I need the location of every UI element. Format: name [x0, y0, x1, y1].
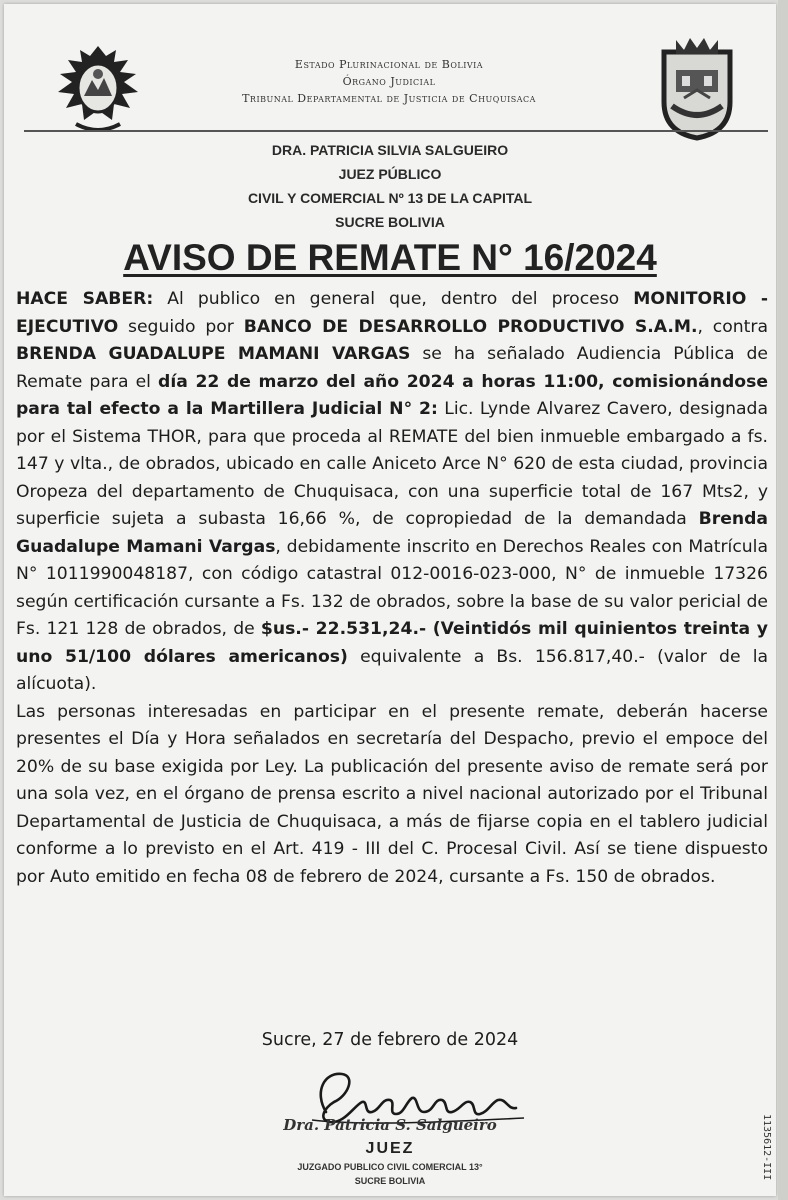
defendant-name: BRENDA GUADALUPE MAMANI VARGAS: [16, 344, 411, 364]
inst-line-3: Tribunal Departamental de Justicia de Chuquisaca: [242, 92, 536, 105]
scan-edge: [778, 0, 788, 1200]
lead-label: HACE SABER:: [16, 289, 154, 309]
notice-title-text: AVISO DE REMATE N° 16/2024: [123, 237, 657, 278]
side-reference-code: 1135612-III: [761, 1114, 772, 1181]
judge-block: [4, 138, 776, 234]
bolivia-coat-of-arms-icon: [46, 40, 150, 136]
text-run: , contra: [697, 316, 769, 337]
chuquisaca-coat-of-arms-icon: [654, 32, 740, 142]
text-run: seguido por: [118, 316, 244, 337]
stamp-title: JUEZ: [365, 1140, 415, 1157]
notice-paragraph-1: [16, 286, 768, 699]
inst-line-1: Estado Plurinacional de Bolivia: [294, 58, 484, 71]
base-amount: $us.- 22.531,24.- (Veintidós mil quinientos treinta y uno 51/100 dólares americanos): [16, 619, 768, 667]
owner-name: Brenda Guadalupe Mamani Vargas: [16, 509, 768, 557]
judge-city: SUCRE BOLIVIA: [335, 214, 445, 230]
notice-paper: [4, 4, 776, 1196]
letterhead: [4, 24, 776, 134]
judge-role: JUEZ PÚBLICO: [338, 166, 442, 182]
plaintiff-name: BANCO DE DESARROLLO PRODUCTIVO S.A.M.: [243, 316, 698, 337]
stamp-court-block: [4, 1160, 776, 1188]
judge-court: CIVIL Y COMERCIAL Nº 13 DE LA CAPITAL: [247, 190, 533, 206]
notice-paragraph-2: Las personas interesadas en participar en el presente remate, deberán hacerse presentes el Día y Hora señalados en secretaría del Despacho, previo el empoce del 20% de su base exigida por Ley. La publicación del presente aviso de remate será por una sola vez, en el órgano de prensa escrito a nivel nacional autorizado por el Tribunal Departamental de Justicia de Chuquisaca, a más de fijarse copia en el tablero judicial conforme a lo previsto en el Art. 419 - III del C. Procesal Civil. Así se tiene dispuesto por Auto emitido en fecha 08 de febrero de 2024, cursante a Fs. 150 de obrados.: [16, 701, 768, 887]
stamp-name: Dra. Patricia S. Salgueiro: [283, 1116, 497, 1134]
stamp-city: SUCRE BOLIVIA: [354, 1176, 426, 1186]
judge-name: DRA. PATRICIA SILVIA SALGUEIRO: [271, 142, 509, 158]
institution-block: [174, 56, 604, 107]
text-run: equivalente a Bs. 156.817,40.- (valor de la alícuota).: [16, 646, 769, 694]
text-run: , debidamente inscrito en Derechos Reales con Matrícula N° 1011990048187, con código catastral 012-0016-023-000, N° de inmueble 17326 según certificación cursante a Fs. 132 de obrados, sobre la base de su valor pericial de Fs. 121 128 de obrados, de: [16, 536, 768, 639]
text-run: se ha señalado Audiencia Pública de Remate para el: [16, 344, 768, 392]
notice-title: [4, 236, 776, 280]
text-run: Al publico en general que, dentro del proceso: [153, 289, 634, 309]
inst-line-2: Órgano Judicial: [342, 75, 436, 88]
notice-body: [16, 286, 768, 891]
text-run: Lic. Lynde Alvarez Cavero, designada por el Sistema THOR, para que proceda al REMATE del bien inmueble embargado a fs. 147 y vlta., de obrados, ubicado en calle Aniceto Arce N° 620 de esta ciudad, provincia Oropeza del departamento de Chuquisaca, con una superficie total de 167 Mts2, y superficie sujeta a subasta 16,66 %, de copropiedad de la demandada: [16, 399, 768, 529]
auction-date: día 22 de marzo del año 2024 a horas 11:00, comisionándose para tal efecto a la Martillera Judicial N° 2:: [16, 371, 768, 419]
header-divider: [24, 130, 768, 132]
process-type: MONITORIO - EJECUTIVO: [16, 289, 769, 337]
stamp-court: JUZGADO PUBLICO CIVIL COMERCIAL 13°: [297, 1162, 483, 1172]
place-date: Sucre, 27 de febrero de 2024: [261, 1030, 519, 1050]
